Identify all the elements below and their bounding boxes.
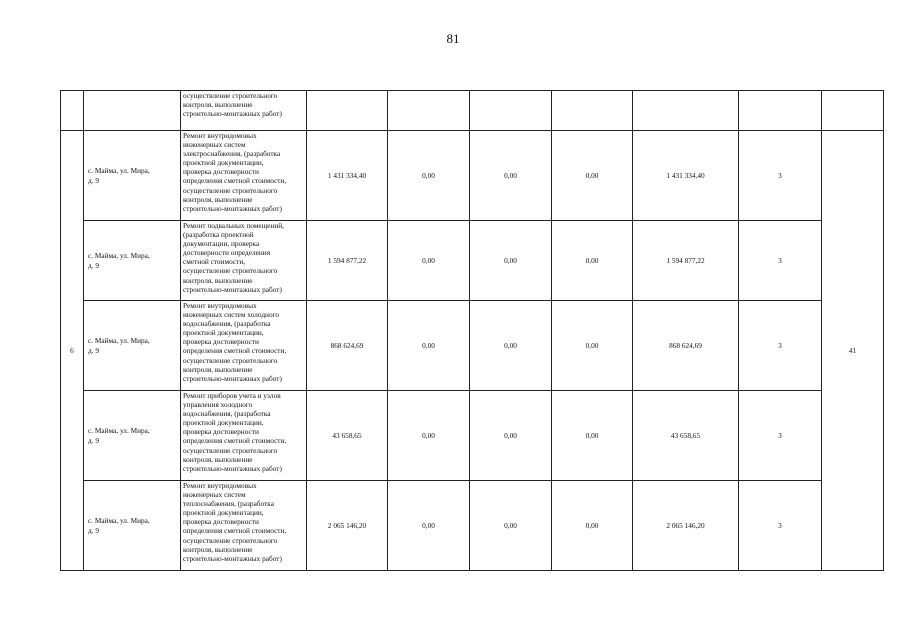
cell-col2: 0,00 [470, 131, 552, 221]
cell-address: с. Майма, ул. Мира, д. 9 [84, 391, 181, 481]
cell-address: с. Майма, ул. Мира, д. 9 [84, 301, 181, 391]
cell-col5: 3 [739, 221, 822, 301]
cell-col2: 0,00 [470, 301, 552, 391]
cell-col3 [552, 91, 633, 131]
work-description: Ремонт приборов учета и узлов управления холодного водоснабжения, (разработка проектной документации, проверка достоверности определения сметной стоимости, осуществление строительного контроля, выполнение строительно-монтажных работ) [183, 391, 287, 473]
cell-col2: 0,00 [470, 221, 552, 301]
cell-total [307, 91, 388, 131]
cell-col4: 1 594 877,22 [633, 221, 739, 301]
cell-col3: 0,00 [552, 391, 633, 481]
table-row [61, 481, 884, 571]
cell-col4: 2 065 146,20 [633, 481, 739, 571]
table-row [61, 391, 884, 481]
cell-work [181, 481, 307, 571]
cell-total: 2 065 146,20 [307, 481, 388, 571]
cell-col4: 43 658,65 [633, 391, 739, 481]
table-row [61, 131, 884, 221]
cell-col1: 0,00 [388, 131, 470, 221]
work-description: Ремонт подвальных помещений, (разработка проектной документации, проверка достоверности определения сметной стоимости, осуществление строительного контроля, выполнение строительно-монтажных работ) [183, 221, 285, 294]
cell-number [61, 91, 84, 131]
table-row-continuation [61, 91, 884, 131]
cell-col1: 0,00 [388, 481, 470, 571]
work-description: Ремонт внутридомовых инженерных систем теплоснабжения, (разработка проектной документации, проверка достоверности определения сметной стоимости, осуществление строительного контроля, выполнение строительно-монтажных работ) [183, 481, 287, 563]
cell-col4 [633, 91, 739, 131]
cell-work [181, 131, 307, 221]
cell-total: 1 431 334,40 [307, 131, 388, 221]
cell-col3: 0,00 [552, 131, 633, 221]
cell-total: 1 594 877,22 [307, 221, 388, 301]
cell-address: с. Майма, ул. Мира, д. 9 [84, 131, 181, 221]
cell-address: с. Майма, ул. Мира, д. 9 [84, 221, 181, 301]
works-table [60, 90, 884, 571]
cell-col2: 0,00 [470, 391, 552, 481]
cell-address [84, 91, 181, 131]
cell-col5: 3 [739, 131, 822, 221]
cell-col3: 0,00 [552, 221, 633, 301]
work-description: Ремонт внутридомовых инженерных систем электроснабжения, (разработка проектной документации, проверка достоверности определения сметной стоимости, осуществление строительного контроля, выполнение строительно-монтажных работ) [183, 131, 287, 213]
cell-col3: 0,00 [552, 301, 633, 391]
cell-col2: 0,00 [470, 481, 552, 571]
cell-col3: 0,00 [552, 481, 633, 571]
cell-col4: 868 624,69 [633, 301, 739, 391]
cell-col2 [470, 91, 552, 131]
cell-col1: 0,00 [388, 221, 470, 301]
cell-total: 868 624,69 [307, 301, 388, 391]
cell-col5 [739, 91, 822, 131]
cell-col1: 0,00 [388, 301, 470, 391]
cell-col4: 1 431 334,40 [633, 131, 739, 221]
cell-col1: 0,00 [388, 391, 470, 481]
table-row [61, 301, 884, 391]
cell-work [181, 91, 307, 131]
cell-group-number: 6 [61, 131, 84, 571]
cell-col5: 3 [739, 391, 822, 481]
cell-col6 [822, 91, 884, 131]
table-row [61, 221, 884, 301]
cell-work [181, 301, 307, 391]
work-description: Ремонт внутридомовых инженерных систем холодного водоснабжения, (разработка проектной документации, проверка достоверности определения сметной стоимости, осуществление строительного контроля, выполнение строительно-монтажных работ) [183, 301, 287, 383]
cell-col5: 3 [739, 301, 822, 391]
cell-work [181, 221, 307, 301]
page-number: 81 [446, 31, 460, 46]
cell-col5: 3 [739, 481, 822, 571]
cell-address: с. Майма, ул. Мира, д. 9 [84, 481, 181, 571]
cell-col1 [388, 91, 470, 131]
cell-total: 43 658,65 [307, 391, 388, 481]
cell-group-last: 41 [822, 131, 884, 571]
work-description: осуществление строительного контроля, выполнение строительно-монтажных работ) [183, 91, 282, 119]
cell-work [181, 391, 307, 481]
